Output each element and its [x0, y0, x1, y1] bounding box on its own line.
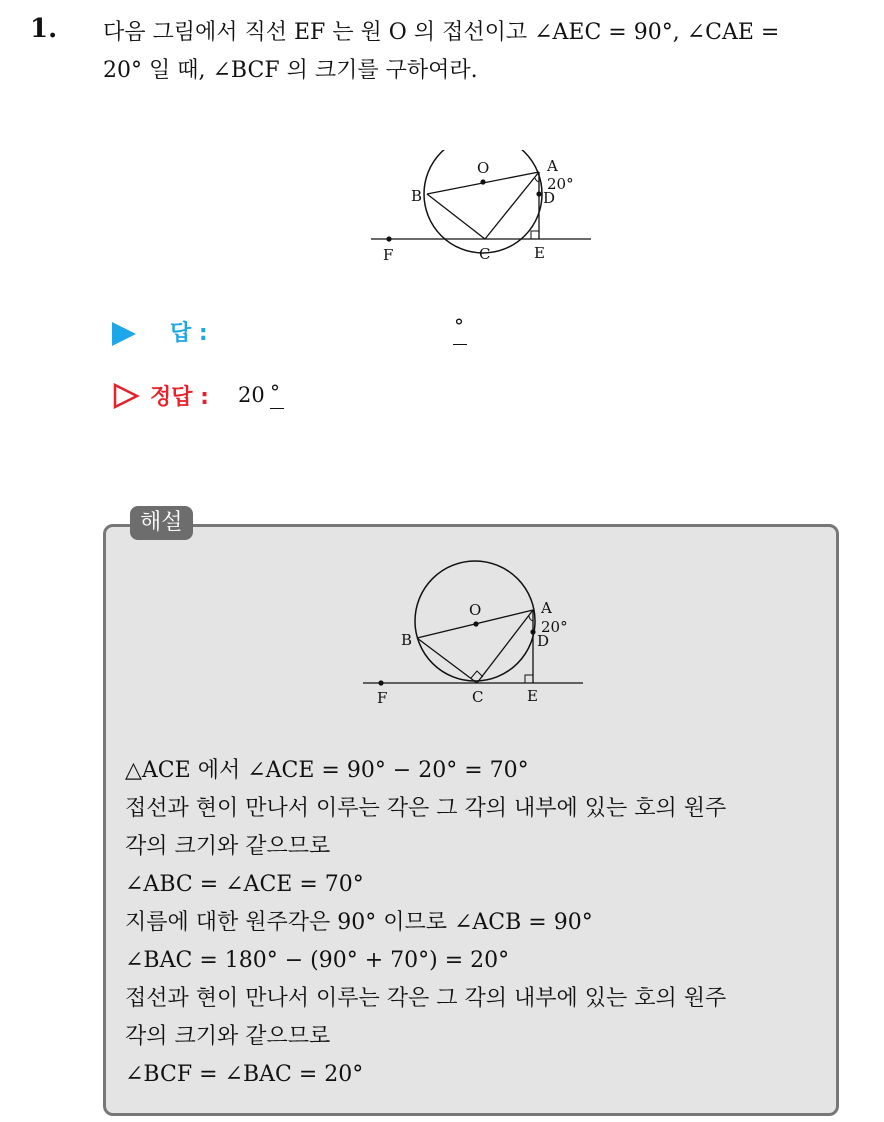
question-number: 1. [30, 14, 58, 44]
question-line-1: 다음 그림에서 직선 EF 는 원 O 의 접선이고 ∠AEC = 90°, ∠CAE = [103, 20, 780, 45]
solution-line: 접선과 현이 만나서 이루는 각은 그 각의 내부에 있는 호의 원주 [125, 986, 727, 1011]
solution-label-o: O [469, 601, 482, 619]
correct-underline [270, 408, 284, 409]
correct-label: 정답 : [150, 385, 209, 410]
label-o: O [477, 159, 490, 177]
solution-label-d: D [537, 632, 550, 650]
solution-label-angle: 20° [541, 618, 568, 636]
solution-line: 지름에 대한 원주각은 90° 이므로 ∠ACB = 90° [125, 910, 593, 935]
solution-label-a: A [541, 599, 552, 617]
solution-line: 접선과 현이 만나서 이루는 각은 그 각의 내부에 있는 호의 원주 [125, 796, 727, 821]
answer-label: 답 : [170, 321, 208, 346]
question-figure [369, 150, 599, 270]
answer-blank-line [453, 344, 467, 345]
question-text [103, 14, 873, 90]
answer-marker-icon [112, 322, 136, 346]
solution-label-f: F [377, 689, 388, 707]
question-line-2: 20° 일 때, ∠BCF 의 크기를 구하여라. [103, 58, 478, 83]
solution-line: ∠BCF = ∠BAC = 20° [125, 1062, 364, 1087]
solution-line: 각의 크기와 같으므로 [125, 834, 331, 859]
label-f: F [383, 246, 394, 264]
label-d: D [543, 189, 556, 207]
label-a: A [547, 157, 558, 175]
solution-label-b: B [401, 631, 413, 649]
label-b: B [411, 187, 423, 205]
solution-line: ∠BAC = 180° − (90° + 70°) = 20° [125, 948, 510, 973]
solution-tab: 해설 [130, 506, 193, 540]
solution-line: △ACE 에서 ∠ACE = 90° − 20° = 70° [125, 758, 529, 783]
label-angle: 20° [547, 175, 574, 193]
label-c: C [479, 245, 491, 263]
answer-unit: ° [454, 314, 464, 338]
correct-unit: ° [270, 380, 280, 404]
solution-text [125, 752, 825, 1094]
solution-line: 각의 크기와 같으므로 [125, 1024, 331, 1049]
correct-value: 20 [238, 383, 265, 407]
solution-label-e: E [527, 687, 538, 705]
solution-figure [361, 560, 591, 710]
solution-label-c: C [472, 688, 484, 706]
correct-marker-icon [112, 382, 140, 410]
solution-line: ∠ABC = ∠ACE = 70° [125, 872, 364, 897]
label-e: E [534, 244, 545, 262]
